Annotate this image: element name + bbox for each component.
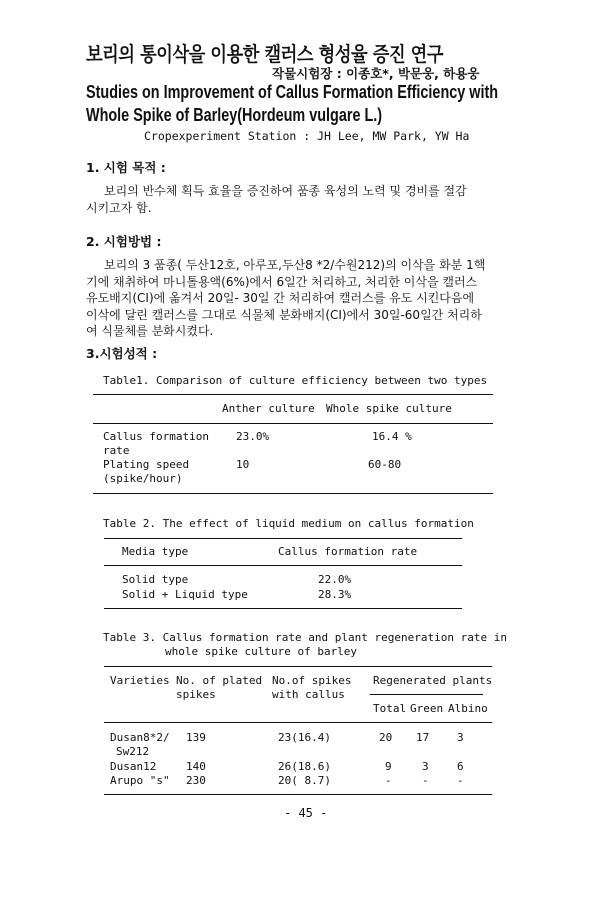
regenerated-green: - [422, 774, 429, 787]
table-1-caption: Table1. Comparison of culture efficiency between two types [103, 374, 488, 387]
section-2-heading: 2. 시험방법 : [86, 234, 162, 249]
whole-spike-value: 16.4 % [372, 430, 412, 443]
table-2-header-media: Media type [122, 545, 189, 558]
title-korean: 보리의 통이삭을 이용한 캘러스 형성율 증진 연구 [86, 42, 444, 66]
variety-name: Arupo "s" [110, 774, 170, 787]
paragraph-line: 보리의 반수체 획득 효율을 증진하여 품종 육성의 노력 및 경비를 절감 [104, 184, 467, 198]
table-3-header-plated: No. of plated [176, 674, 263, 687]
table-3-header-callus: No.of spikes [272, 674, 352, 687]
table-3-subheader-rule [370, 694, 483, 695]
regenerated-albino: 6 [457, 760, 464, 773]
table-3-header-green: Green [410, 702, 444, 715]
plated-spikes: 230 [186, 774, 206, 787]
regenerated-green: 17 [416, 731, 430, 744]
regenerated-total: 9 [385, 760, 392, 773]
anther-value: 23.0% [236, 430, 270, 443]
section-1-body [86, 183, 504, 216]
section-1-heading: 1. 시험 목적 : [86, 160, 166, 175]
title-english-line2: Whole Spike of Barley(Hordeum vulgare L.) [86, 105, 383, 125]
paragraph-line: 이삭에 달린 캘러스를 그대로 식물체 분화배지(CI)에서 30일-60일간 처리하 [86, 307, 482, 322]
table-3-caption-line2: whole spike culture of barley [165, 645, 358, 658]
row-label-cont: (spike/hour) [103, 472, 183, 485]
callus-rate: 28.3% [318, 588, 352, 601]
table-3-header-varieties: Varieties [110, 674, 170, 687]
regenerated-albino: - [457, 774, 464, 787]
paragraph-line: 여 식물체를 분화시켰다. [86, 324, 214, 338]
table-3-header-albino: Albino [448, 702, 488, 715]
regenerated-total: 20 [379, 731, 393, 744]
whole-spike-value: 60-80 [368, 458, 402, 471]
table-3-header-regenerated: Regenerated plants [373, 674, 493, 687]
callus-rate: 22.0% [318, 573, 352, 586]
table-3-caption-line1: Table 3. Callus formation rate and plant regeneration rate in [103, 631, 507, 644]
paragraph-line: 보리의 3 품종( 두산12호, 아루포,두산8 *2/수원212)의 이삭을 화분 1핵 [104, 258, 486, 272]
table-3-header-plated-cont: spikes [176, 688, 216, 701]
table-1-header-whole: Whole spike culture [326, 402, 452, 415]
section-3-heading: 3.시험성적 : [86, 346, 158, 361]
authors-english: Cropexperiment Station : JH Lee, MW Park, YW Ha [144, 129, 470, 143]
variety-name: Dusan12 [110, 760, 157, 773]
paragraph-line: 시키고자 함. [86, 200, 152, 215]
table-1-header-rule [93, 423, 493, 424]
table-3-header-total: Total [373, 702, 407, 715]
spikes-with-callus: 23(16.4) [278, 731, 331, 744]
table-3-header-rule [104, 722, 492, 723]
row-label-cont: rate [103, 444, 130, 457]
table-2-bottom-rule [104, 608, 462, 609]
table-2-header-rule [104, 565, 462, 566]
paragraph-line: 기에 채취하여 마니톨용액(6%)에서 6일간 처리하고, 처리한 이삭을 캘러스 [86, 274, 478, 289]
spikes-with-callus: 20( 8.7) [278, 774, 331, 787]
table-1-header-anther: Anther culture [222, 402, 315, 415]
plated-spikes: 140 [186, 760, 206, 773]
table-2-top-rule [104, 538, 462, 539]
row-label: Callus formation [103, 430, 209, 443]
table-3-bottom-rule [104, 794, 492, 795]
title-english-line1: Studies on Improvement of Callus Formation Efficiency with [86, 82, 499, 102]
section-2-body [86, 257, 504, 340]
authors-korean: 작물시험장 : 이종호*, 박문웅, 하용웅 [272, 66, 480, 81]
table-3-header-callus-cont: with callus [272, 688, 345, 701]
table-1-bottom-rule [93, 493, 493, 494]
variety-name-cont: Sw212 [116, 745, 150, 758]
regenerated-total: - [385, 774, 392, 787]
media-type: Solid + Liquid type [122, 588, 248, 601]
anther-value: 10 [236, 458, 250, 471]
row-label: Plating speed [103, 458, 190, 471]
variety-name: Dusan8*2/ [110, 731, 170, 744]
spikes-with-callus: 26(18.6) [278, 760, 331, 773]
regenerated-green: 3 [422, 760, 429, 773]
table-2-caption: Table 2. The effect of liquid medium on callus formation [103, 517, 474, 530]
media-type: Solid type [122, 573, 189, 586]
table-2-header-rate: Callus formation rate [278, 545, 418, 558]
paragraph-line: 유도배지(CI)에 옮겨서 20일- 30일 간 처리하여 캘러스를 유도 시킨다음에 [86, 291, 475, 305]
table-3-top-rule [104, 666, 492, 667]
table-1-top-rule [93, 394, 493, 395]
plated-spikes: 139 [186, 731, 206, 744]
regenerated-albino: 3 [457, 731, 464, 744]
page-number: - 45 - [284, 806, 328, 820]
